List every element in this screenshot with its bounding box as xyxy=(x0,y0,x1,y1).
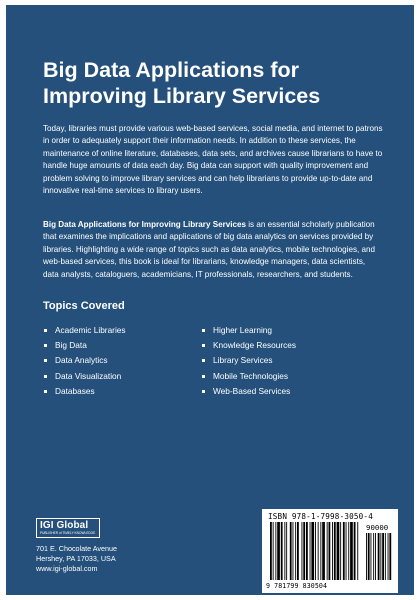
barcode-addon-bar xyxy=(378,533,380,580)
topic-item xyxy=(44,353,126,368)
barcode-bar xyxy=(337,522,340,580)
barcode-bar xyxy=(286,522,287,580)
topic-item xyxy=(202,338,296,353)
isbn-barcode xyxy=(262,509,398,593)
topics-heading: Topics Covered xyxy=(43,300,125,312)
publisher-logo-tagline: PUBLISHER of TIMELY KNOWLEDGE xyxy=(40,531,96,535)
barcode-bar xyxy=(357,522,358,580)
barcode-bar xyxy=(306,522,308,580)
barcode-bar xyxy=(270,522,272,580)
topic-label: Higher Learning xyxy=(213,325,273,335)
barcode-bar xyxy=(318,522,319,580)
barcode-addon-bar xyxy=(366,533,367,580)
barcode-bar xyxy=(334,522,336,580)
barcode-addon-bar xyxy=(385,533,386,580)
description-paragraph-1: Today, libraries must provide various web-based services, social media, and internet to patrons in order to adequately support their information needs. In addition to these services, the maintenance of online literature, databases, data sets, and archives cause librarians to have to handle huge amounts of data each day. Big data can support with quality improvement and problem solving to improve library services and can help librarians to provide up-to-date and innovative real-time services to library users. xyxy=(43,124,383,196)
barcode-addon-bar xyxy=(371,533,372,580)
topic-label: Knowledge Resources xyxy=(213,340,297,351)
barcode-bar xyxy=(329,522,331,580)
barcode-addon-bar xyxy=(389,533,391,580)
barcode-bar xyxy=(310,522,311,580)
barcode-bar xyxy=(332,522,333,580)
barcode-bar xyxy=(322,522,325,580)
publisher-address xyxy=(36,544,166,574)
bullet-icon xyxy=(44,390,47,393)
barcode-addon-bar xyxy=(368,533,370,580)
barcode-bar xyxy=(297,522,299,580)
barcode-bar xyxy=(350,522,353,580)
barcode-bar xyxy=(343,522,345,580)
description-paragraph-2 xyxy=(43,219,383,281)
barcode-bar xyxy=(277,522,280,580)
topic-label: Data Analytics xyxy=(55,355,108,366)
back-cover xyxy=(6,5,414,595)
barcode-bar xyxy=(348,522,349,580)
topic-label: Big Data xyxy=(55,340,87,351)
topic-label: Academic Libraries xyxy=(55,325,126,335)
barcode-graphic xyxy=(262,509,398,593)
topic-item xyxy=(44,369,126,384)
barcode-bar xyxy=(275,522,276,580)
bullet-icon xyxy=(44,344,47,347)
title-line-2: Improving Library Services xyxy=(43,84,321,108)
topics-list-left xyxy=(44,323,126,399)
publisher-website: www.igi-global.com xyxy=(36,564,98,573)
barcode-bar xyxy=(303,522,305,580)
topic-label: Mobile Technologies xyxy=(213,370,289,381)
topics-list-right xyxy=(202,323,296,399)
barcode-addon-bar xyxy=(382,533,384,580)
topic-label: Databases xyxy=(55,385,95,396)
barcode-addon-bar xyxy=(380,533,381,580)
publisher-block xyxy=(36,518,166,574)
bullet-icon xyxy=(202,359,205,362)
barcode-digits: 9 781799 830504 xyxy=(266,582,328,590)
bullet-icon xyxy=(44,359,47,362)
barcode-bar xyxy=(340,522,341,580)
barcode-bar xyxy=(302,522,303,580)
barcode-bar xyxy=(295,522,296,580)
bullet-icon xyxy=(202,329,205,332)
topic-item xyxy=(202,384,296,399)
topic-item xyxy=(202,353,296,368)
title-line-1: Big Data Applications for xyxy=(43,58,300,82)
barcode-addon-bar xyxy=(375,533,376,580)
barcode-addon-bar xyxy=(373,533,374,580)
book-title xyxy=(43,57,383,109)
bullet-icon xyxy=(202,344,205,347)
barcode-bar xyxy=(354,522,356,580)
barcode-bar xyxy=(273,522,274,580)
barcode-addon-bar xyxy=(388,533,389,580)
barcode-bar xyxy=(293,522,294,580)
barcode-bar xyxy=(320,522,321,580)
topic-item xyxy=(44,338,126,353)
publisher-logo-name: IGI Global xyxy=(40,520,89,531)
address-line-1: 701 E. Chocolate Avenue xyxy=(36,544,117,553)
publisher-logo xyxy=(36,518,100,538)
bullet-icon xyxy=(44,375,47,378)
topic-label: Library Services xyxy=(213,355,273,366)
barcode-bar xyxy=(327,522,328,580)
topic-item xyxy=(202,323,296,338)
topic-item xyxy=(44,384,126,399)
topic-item xyxy=(202,369,296,384)
bullet-icon xyxy=(202,375,205,378)
bullet-icon xyxy=(202,390,205,393)
barcode-bar xyxy=(281,522,283,580)
barcode-bar xyxy=(311,522,314,580)
address-line-2: Hershey, PA 17033, USA xyxy=(36,554,116,563)
topic-label: Web-Based Services xyxy=(213,385,291,396)
barcode-bar xyxy=(315,522,316,580)
book-title-inline: Big Data Applications for Improving Library Services xyxy=(43,220,246,229)
topic-item xyxy=(44,323,126,338)
barcode-bar xyxy=(346,522,347,580)
barcode-bar xyxy=(284,522,285,580)
barcode-addon-price: 90000 xyxy=(366,523,389,532)
topic-label: Data Visualization xyxy=(55,370,122,381)
bullet-icon xyxy=(44,329,47,332)
isbn-label: ISBN 978-1-7998-3050-4 xyxy=(268,512,373,521)
description-paragraph-2-text: is an essential scholarly publication that examines the implications and applications of big data analytics on services provided by libraries. Highlighting a wide range of topics such as data analytics, mobile technologies, and web-based services, this book is ideal for librarians, knowledge managers, data scientists, data analysts, cataloguers, academicians, IT professionals, researchers, and students. xyxy=(43,220,376,279)
barcode-bar xyxy=(290,522,292,580)
